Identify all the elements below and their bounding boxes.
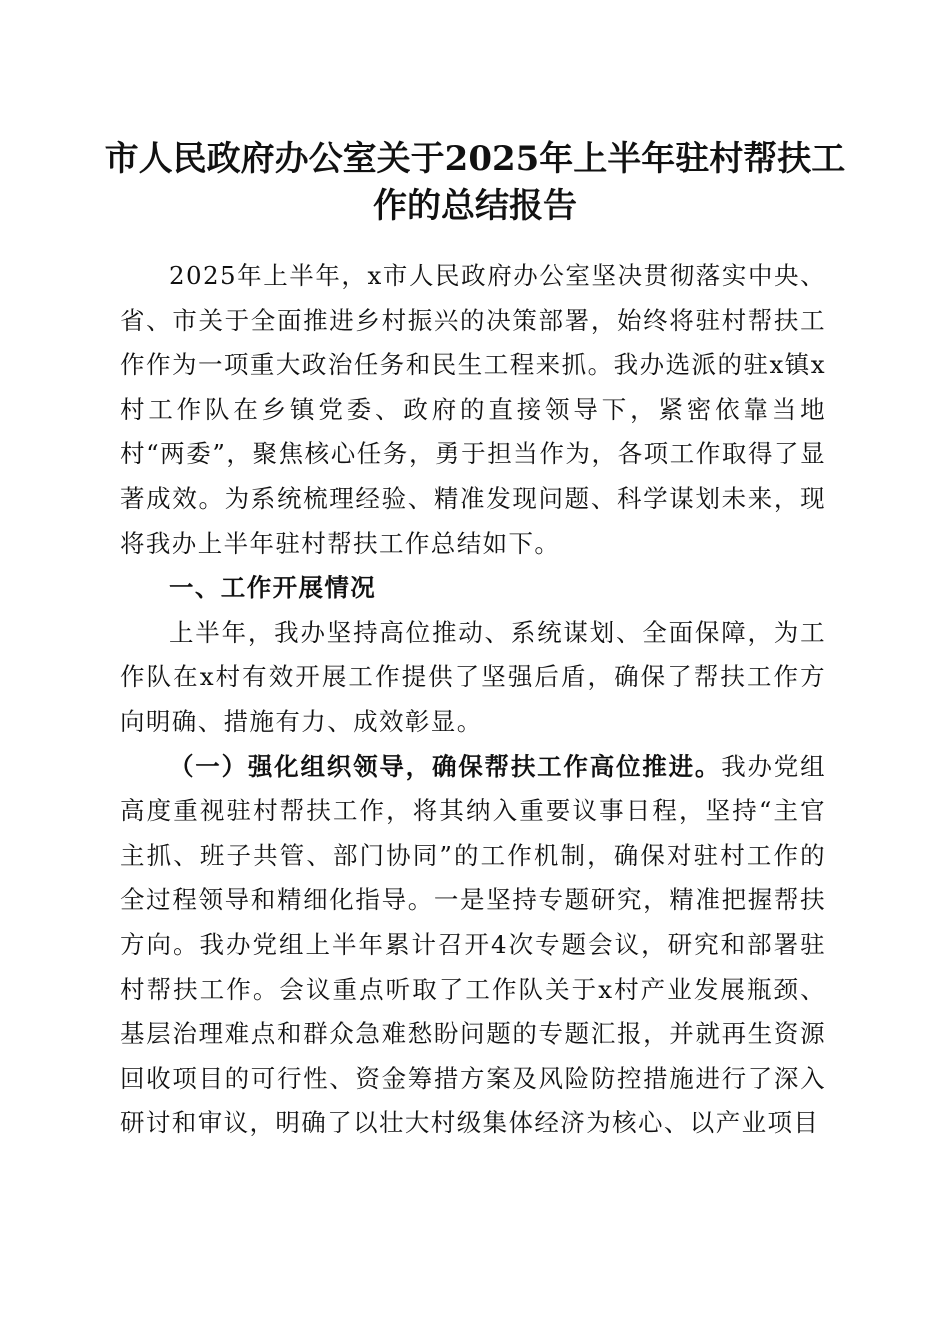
document-title: 市人民政府办公室关于2025年上半年驻村帮扶工作的总结报告: [104, 139, 846, 226]
subsection-lead: （一）强化组织领导，确保帮扶工作高位推进。: [169, 751, 722, 781]
document-body: [120, 254, 826, 1146]
subsection-paragraph: [120, 745, 826, 1146]
intro-paragraph: 2025年上半年，x市人民政府办公室坚决贯彻落实中央、省、市关于全面推进乡村振兴的决策部署，始终将驻村帮扶工作作为一项重大政治任务和民生工程来抓。我办选派的驻x镇x村工作队在乡镇党委、政府的直接领导下，紧密依靠当地村“两委”，聚焦核心任务，勇于担当作为，各项工作取得了显著成效。为系统梳理经验、精准发现问题、科学谋划未来，现将我办上半年驻村帮扶工作总结如下。: [120, 261, 826, 558]
subsection-text: 我办党组高度重视驻村帮扶工作，将其纳入重要议事日程，坚持“主官主抓、班子共管、部门协同”的工作机制，确保对驻村工作的全过程领导和精细化指导。一是坚持专题研究，精准把握帮扶方向。我办党组上半年累计召开4次专题会议，研究和部署驻村帮扶工作。会议重点听取了工作队关于x村产业发展瓶颈、基层治理难点和群众急难愁盼问题的专题汇报，并就再生资源回收项目的可行性、资金筹措方案及风险防控措施进行了深入研讨和审议，明确了以壮大村级集体经济为核心、以产业项目: [120, 751, 826, 1138]
section-paragraph: 上半年，我办坚持高位推动、系统谋划、全面保障，为工作队在x村有效开展工作提供了坚强后盾，确保了帮扶工作方向明确、措施有力、成效彰显。: [120, 617, 826, 736]
section-heading: 一、工作开展情况: [169, 573, 377, 603]
